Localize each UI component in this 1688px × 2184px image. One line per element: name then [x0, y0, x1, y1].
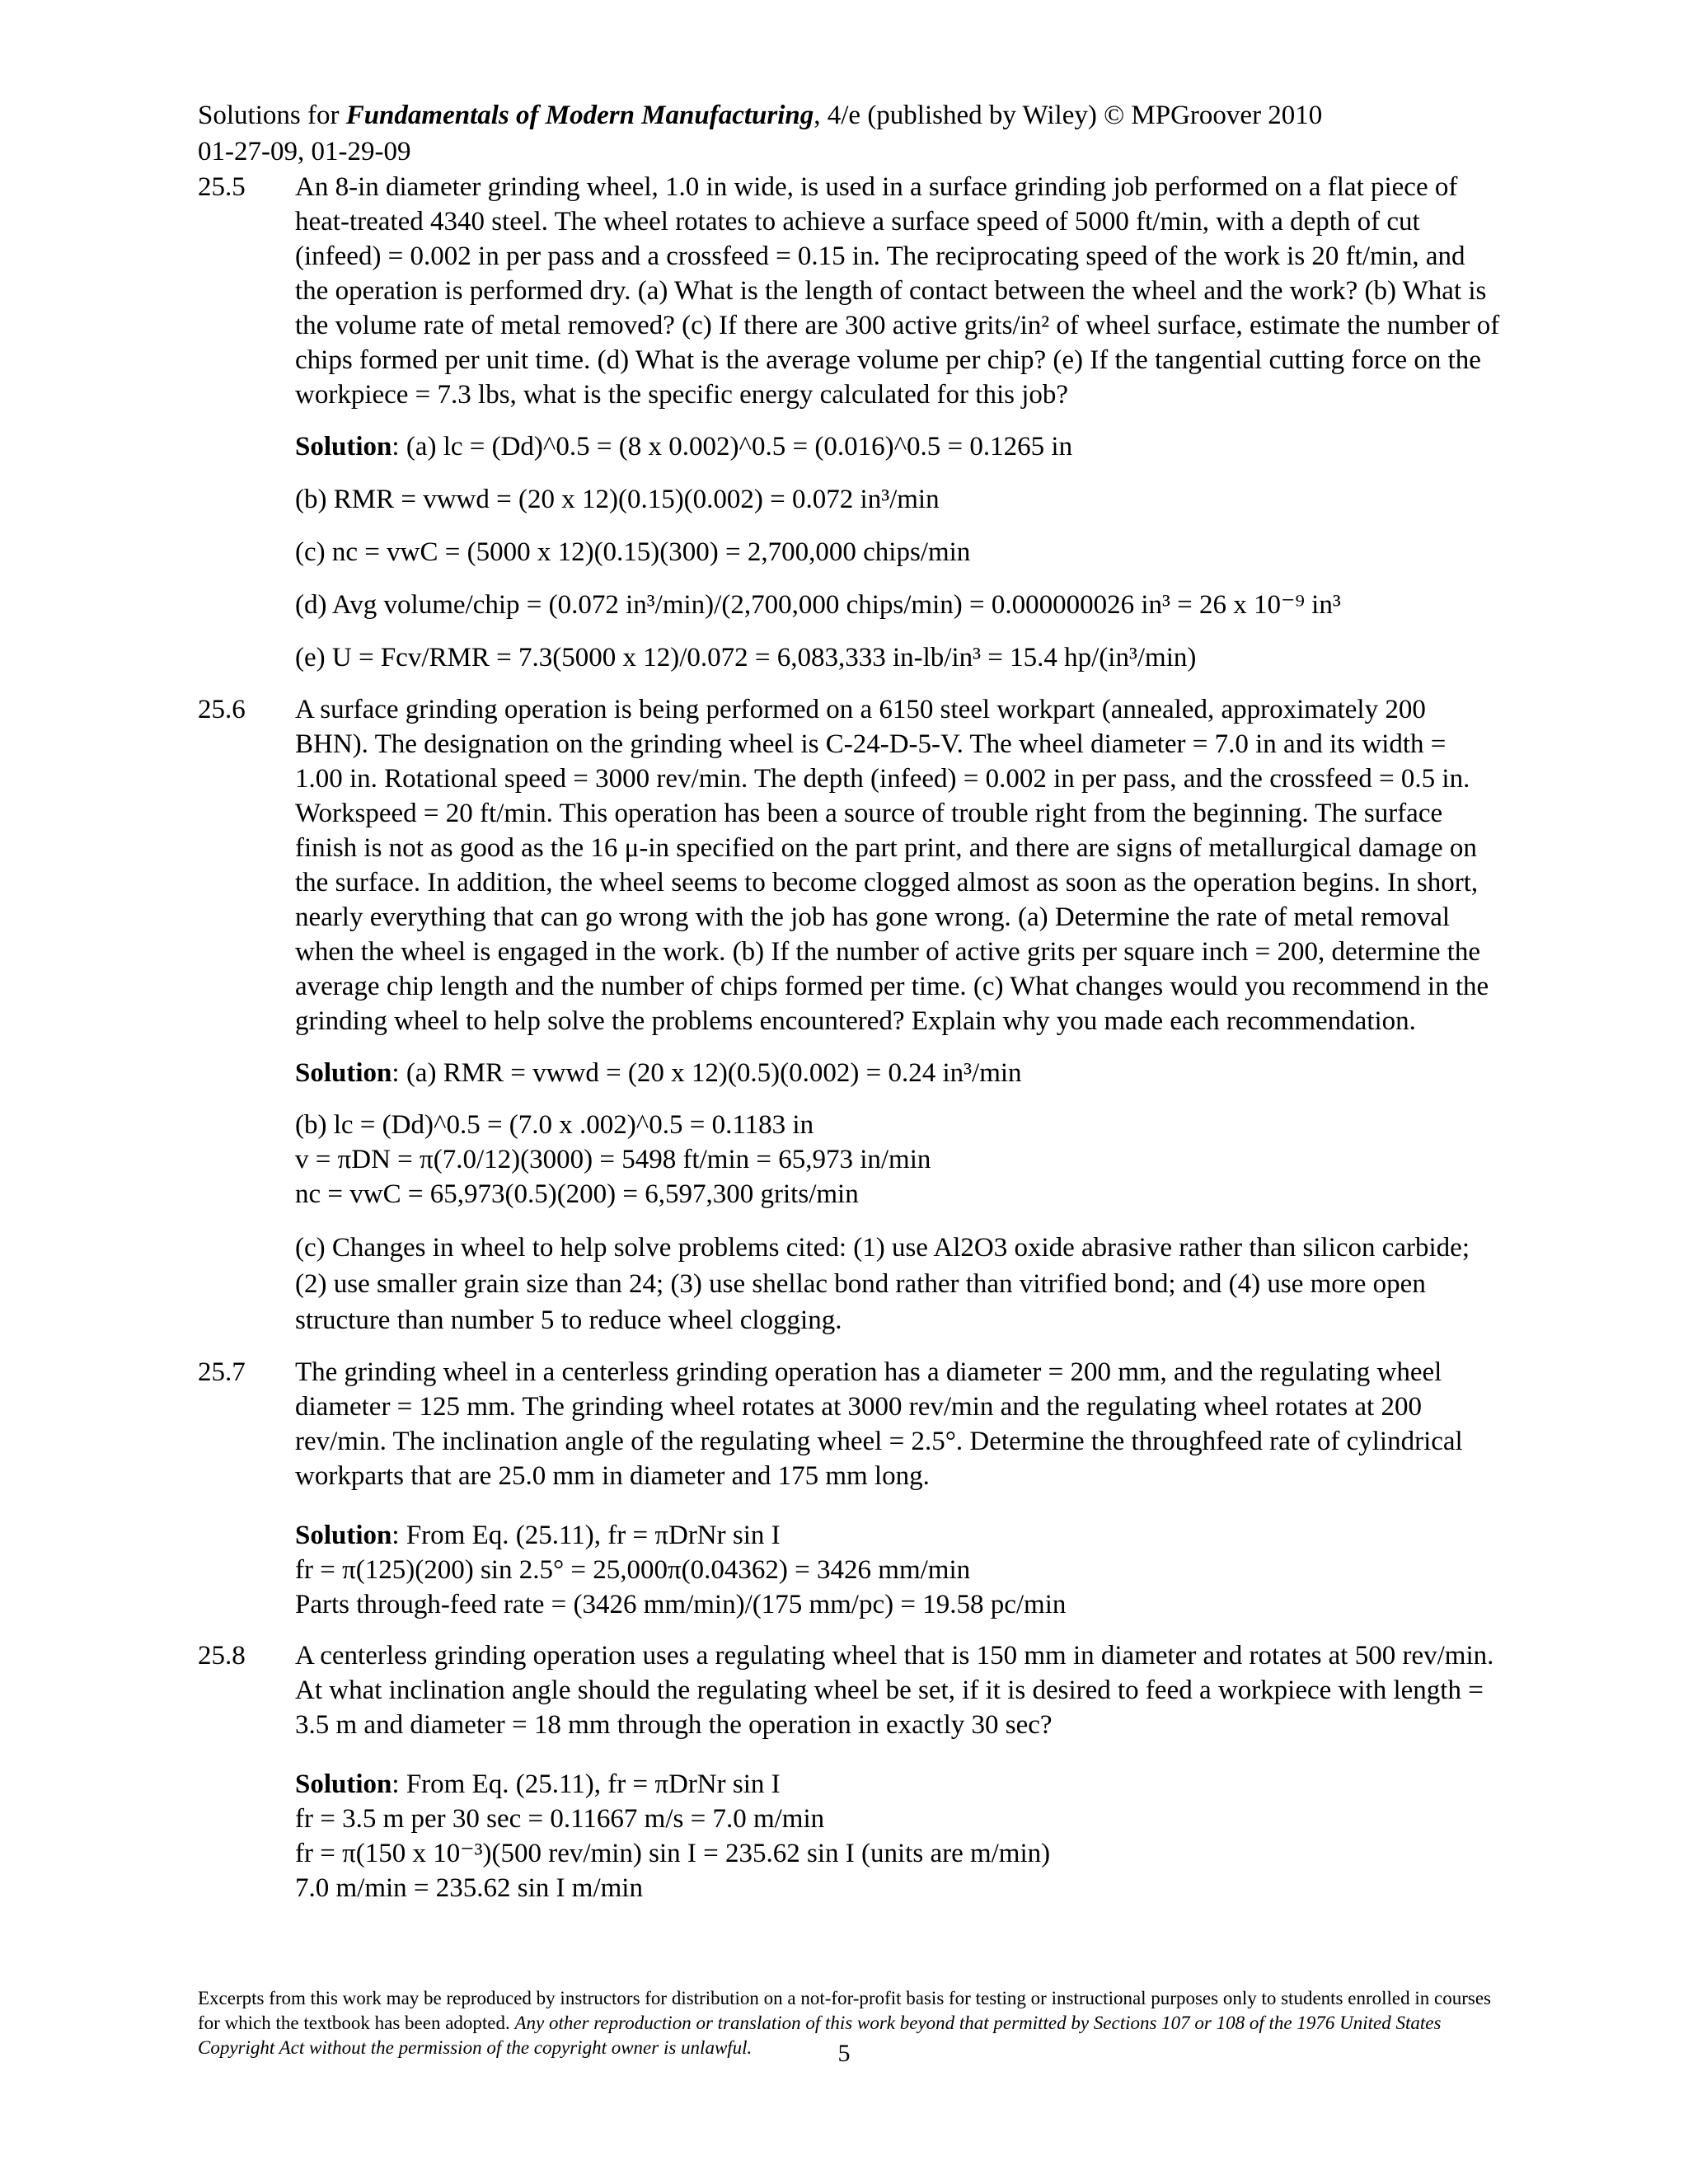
solution-line: nc = vwC = 65,973(0.5)(200) = 6,597,300 grits/min: [295, 1179, 859, 1209]
solution-line: Solution: From Eq. (25.11), fr = πDrNr sin I: [295, 1521, 781, 1550]
solution-label: Solution: [295, 432, 392, 462]
solution-line: fr = 3.5 m per 30 sec = 0.11667 m/s = 7.0 m/min: [295, 1804, 825, 1834]
problem-number: 25.8: [198, 1641, 246, 1671]
header-prefix: Solutions for: [198, 101, 346, 130]
solution-label: Solution: [295, 1521, 392, 1550]
problem-number: 25.5: [198, 172, 246, 202]
solution-line: Parts through-feed rate = (3426 mm/min)/(175 mm/pc) = 19.58 pc/min: [295, 1590, 1067, 1619]
solution-line: 7.0 m/min = 235.62 sin I m/min: [295, 1873, 643, 1903]
solution-line: fr = π(150 x 10⁻³)(500 rev/min) sin I = 235.62 sin I (units are m/min): [295, 1839, 1051, 1868]
solution: [295, 1767, 1500, 1905]
problem-text: An 8-in diameter grinding wheel, 1.0 in wide, is used in a surface grinding job performed on a flat piece of heat-treated 4340 steel. The wheel rotates to achieve a surface speed of 5000 ft/min, with a depth of cut (infeed) = 0.002 in per pass and a crossfeed = 0.15 in. The reciprocating speed of the work is 20 ft/min, and the operation is performed dry. (a) What is the length of contact between the wheel and the work? (b) What is the volume rate of metal removed? (c) If there are 300 active grits/in² of wheel surface, estimate the number of chips formed per unit time. (d) What is the average volume per chip? (e) If the tangential cutting force on the workpiece = 7.3 lbs, what is the specific energy calculated for this job?: [295, 172, 1500, 410]
problem-text: A surface grinding operation is being performed on a 6150 steel workpart (annealed, approximately 200 BHN). The designation on the grinding wheel is C-24-D-5-V. The wheel diameter = 7.0 in and its width = 1.00 in. Rotational speed = 3000 rev/min. The depth (infeed) = 0.002 in per pass, and the crossfeed = 0.5 in. Workspeed = 20 ft/min. This operation has been a source of trouble right from the beginning. The surface finish is not as good as the 16 μ-in specified on the part print, and there are signs of metallurgical damage on the surface. In addition, the wheel seems to become clogged almost as soon as the operation begins. In short, nearly everything that can go wrong with the job has gone wrong. (a) Determine the rate of metal removal when the wheel is engaged in the work. (b) If the number of active grits per square inch = 200, determine the average chip length and the number of chips formed per time. (c) What changes would you recommend in the grinding wheel to help solve the problems encountered? Explain why you made each recommendation.: [295, 695, 1489, 1036]
problem-number: 25.6: [198, 695, 246, 724]
solution-line: Solution: From Eq. (25.11), fr = πDrNr sin I: [295, 1769, 781, 1799]
solution-line: Solution: (a) lc = (Dd)^0.5 = (8 x 0.002)^0.5 = (0.016)^0.5 = 0.1265 in: [295, 432, 1073, 462]
solution-step: (a) lc = (Dd)^0.5 = (8 x 0.002)^0.5 = (0.016)^0.5 = 0.1265 in: [406, 432, 1073, 462]
solution-step: From Eq. (25.11), fr = πDrNr sin I: [406, 1769, 781, 1799]
header-line: [198, 97, 1500, 134]
document-page: [198, 97, 1500, 1905]
solution-line: v = πDN = π(7.0/12)(3000) = 5498 ft/min = 65,973 in/min: [295, 1145, 931, 1174]
solution-label: Solution: [295, 1058, 392, 1088]
problem-text: A centerless grinding operation uses a regulating wheel that is 150 mm in diameter and rotates at 500 rev/min. At what inclination angle should the regulating wheel be set, if it is desired to feed a workpiece with length = 3.5 m and diameter = 18 mm through the operation in exactly 30 sec?: [295, 1641, 1494, 1740]
book-title: Fundamentals of Modern Manufacturing: [345, 101, 814, 130]
solution: [295, 429, 1500, 676]
solution: [295, 1055, 1500, 1338]
solution-line: (c) Changes in wheel to help solve problems cited: (1) use Al2O3 oxide abrasive rather than silicon carbide; (2) use smaller grain size than 24; (3) use shellac bond rather than vitrified bond; and (4) use more open structure than number 5 to reduce wheel clogging.: [295, 1233, 1470, 1335]
solution-line: Solution: (a) RMR = vwwd = (20 x 12)(0.5)(0.002) = 0.24 in³/min: [295, 1058, 1022, 1088]
footer-plain: Excerpts from this work may be reproduced by instructors for distribution on a not-for-profit basis for testing or instructional purposes only to students enrolled in courses for which the textbook has been adopted.: [198, 1988, 1491, 2033]
solution-line: (c) nc = vwC = (5000 x 12)(0.15)(300) = 2,700,000 chips/min: [295, 537, 971, 567]
header-dates: 01-27-09, 01-29-09: [198, 137, 411, 166]
problem-25-7: [198, 1355, 1500, 1622]
problem-number: 25.7: [198, 1357, 246, 1387]
solution: [295, 1518, 1500, 1622]
problem-25-5: [198, 170, 1500, 676]
solution-step: From Eq. (25.11), fr = πDrNr sin I: [406, 1521, 781, 1550]
solution-line: (b) RMR = vwwd = (20 x 12)(0.15)(0.002) = 0.072 in³/min: [295, 485, 940, 514]
page-number: 5: [837, 2040, 851, 2067]
problem-25-6: [198, 692, 1500, 1338]
page-header: [198, 97, 1500, 170]
solution-step: (a) RMR = vwwd = (20 x 12)(0.5)(0.002) = 0.24 in³/min: [406, 1058, 1022, 1088]
solution-line: (d) Avg volume/chip = (0.072 in³/min)/(2,700,000 chips/min) = 0.000000026 in³ = 26 x 10⁻⁹ in³: [295, 590, 1341, 620]
problem-text: The grinding wheel in a centerless grinding operation has a diameter = 200 mm, and the regulating wheel diameter = 125 mm. The grinding wheel rotates at 3000 rev/min and the regulating wheel rotates at 200 rev/min. The inclination angle of the regulating wheel = 2.5°. Determine the throughfeed rate of cylindrical workparts that are 25.0 mm in diameter and 175 mm long.: [295, 1357, 1463, 1491]
solution-label: Solution: [295, 1769, 392, 1799]
solution-line: (b) lc = (Dd)^0.5 = (7.0 x .002)^0.5 = 0.1183 in: [295, 1110, 814, 1140]
header-suffix: , 4/e (published by Wiley) © MPGroover 2010: [814, 101, 1323, 130]
footer-italic: Any other reproduction or translation of this work beyond that permitted by Sections 107 or 108 of the 1976 United States Copyright Act without the permission of the copyright owner is unlawful.: [198, 2013, 1442, 2058]
solution-line: fr = π(125)(200) sin 2.5° = 25,000π(0.04362) = 3426 mm/min: [295, 1555, 971, 1585]
problem-25-8: [198, 1638, 1500, 1905]
solution-line: (e) U = Fcv/RMR = 7.3(5000 x 12)/0.072 = 6,083,333 in-lb/in³ = 15.4 hp/(in³/min): [295, 643, 1197, 673]
